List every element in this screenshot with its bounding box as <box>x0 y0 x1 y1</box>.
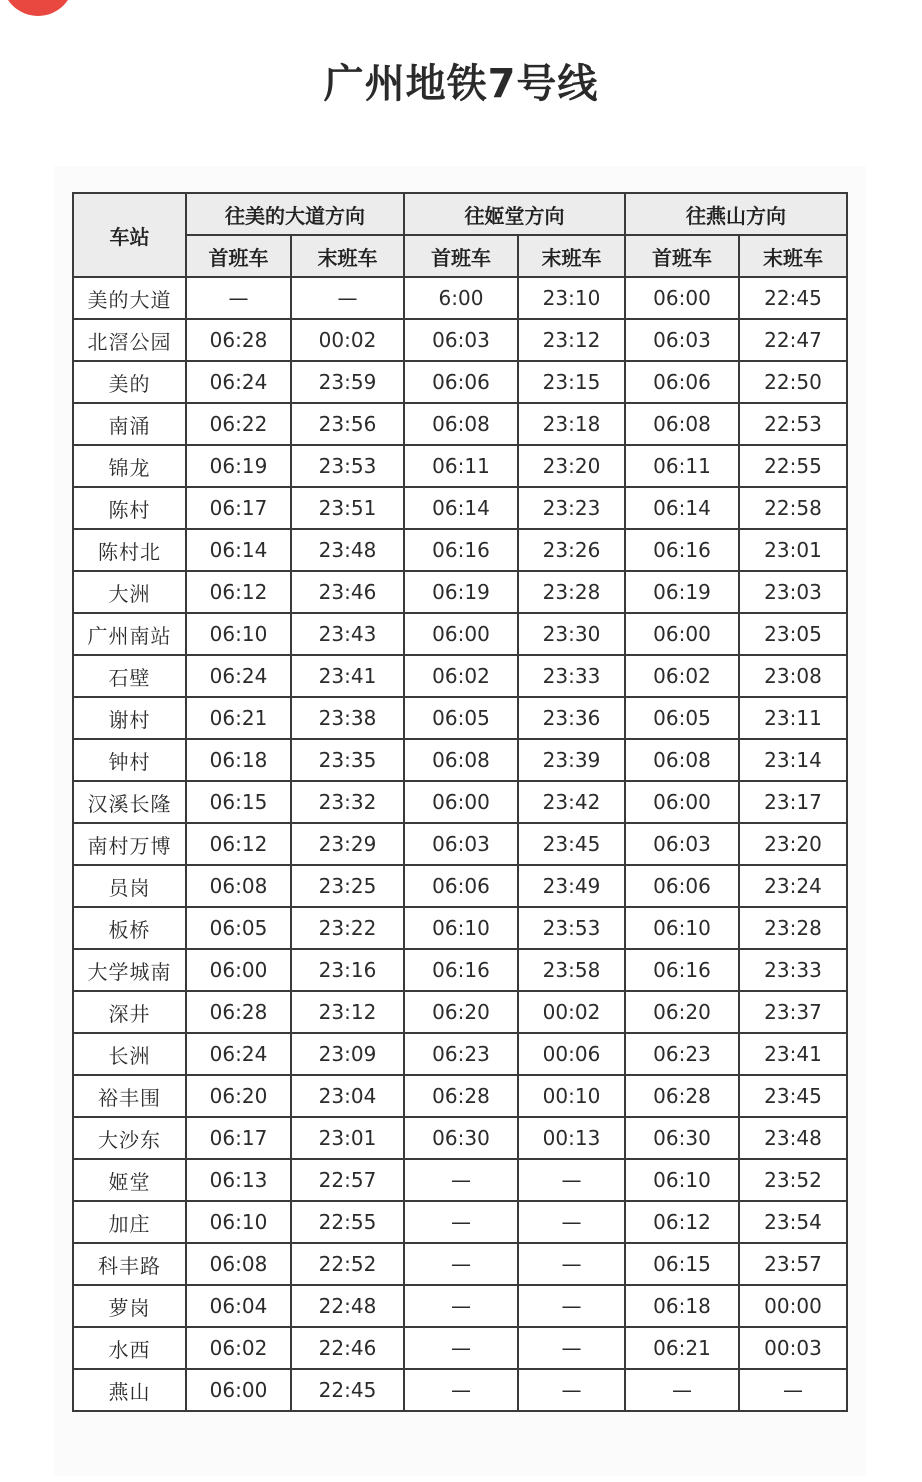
last-train-cell: 22:45 <box>291 1369 404 1411</box>
first-train-cell: 06:00 <box>404 613 518 655</box>
last-train-cell: 23:01 <box>291 1117 404 1159</box>
first-train-cell: — <box>404 1243 518 1285</box>
last-train-cell: 23:41 <box>739 1033 847 1075</box>
last-train-cell: — <box>291 277 404 319</box>
table-row <box>73 949 847 991</box>
last-train-cell: — <box>518 1201 625 1243</box>
first-train-cell: 06:03 <box>404 823 518 865</box>
table-row <box>73 697 847 739</box>
first-train-cell: 06:02 <box>404 655 518 697</box>
last-train-cell: — <box>518 1243 625 1285</box>
last-train-cell: 23:12 <box>291 991 404 1033</box>
last-train-cell: 23:20 <box>739 823 847 865</box>
first-train-cell: 06:11 <box>625 445 739 487</box>
last-train-cell: 23:10 <box>518 277 625 319</box>
table-row <box>73 361 847 403</box>
first-train-cell: 06:00 <box>625 613 739 655</box>
last-train-cell: 23:23 <box>518 487 625 529</box>
first-train-cell: 06:22 <box>186 403 291 445</box>
last-train-cell: 23:33 <box>518 655 625 697</box>
station-cell: 美的大道 <box>73 277 186 319</box>
table-row <box>73 1159 847 1201</box>
last-train-cell: 23:03 <box>739 571 847 613</box>
first-train-cell: 06:00 <box>404 781 518 823</box>
first-train-cell: 06:30 <box>625 1117 739 1159</box>
first-train-cell: 06:17 <box>186 1117 291 1159</box>
station-cell: 广州南站 <box>73 613 186 655</box>
table-row <box>73 991 847 1033</box>
first-train-cell: 06:08 <box>404 403 518 445</box>
last-train-cell: — <box>739 1369 847 1411</box>
last-train-cell: 22:47 <box>739 319 847 361</box>
first-train-header: 首班车 <box>186 235 291 277</box>
last-train-cell: 00:00 <box>739 1285 847 1327</box>
station-cell: 谢村 <box>73 697 186 739</box>
first-train-cell: 06:13 <box>186 1159 291 1201</box>
last-train-cell: 23:45 <box>518 823 625 865</box>
last-train-cell: 23:48 <box>739 1117 847 1159</box>
last-train-cell: 23:17 <box>739 781 847 823</box>
last-train-cell: 23:57 <box>739 1243 847 1285</box>
table-row <box>73 571 847 613</box>
last-train-cell: 23:56 <box>291 403 404 445</box>
station-cell: 钟村 <box>73 739 186 781</box>
last-train-cell: 23:20 <box>518 445 625 487</box>
last-train-cell: 00:02 <box>291 319 404 361</box>
last-train-cell: 23:38 <box>291 697 404 739</box>
first-train-cell: 06:16 <box>404 949 518 991</box>
first-train-cell: 06:06 <box>404 865 518 907</box>
station-cell: 陈村 <box>73 487 186 529</box>
last-train-cell: 00:02 <box>518 991 625 1033</box>
first-train-cell: 06:18 <box>625 1285 739 1327</box>
last-train-cell: 23:53 <box>291 445 404 487</box>
last-train-cell: 23:49 <box>518 865 625 907</box>
direction-header-meidi: 往美的大道方向 <box>186 193 404 235</box>
first-train-cell: — <box>404 1159 518 1201</box>
first-train-cell: 06:04 <box>186 1285 291 1327</box>
timetable <box>72 192 848 1412</box>
last-train-cell: 23:15 <box>518 361 625 403</box>
timetable-body <box>73 277 847 1411</box>
station-cell: 南村万博 <box>73 823 186 865</box>
last-train-cell: 23:12 <box>518 319 625 361</box>
station-cell: 长洲 <box>73 1033 186 1075</box>
first-train-cell: 06:21 <box>625 1327 739 1369</box>
first-train-cell: 06:02 <box>186 1327 291 1369</box>
station-cell: 大学城南 <box>73 949 186 991</box>
first-train-cell: 06:14 <box>404 487 518 529</box>
first-train-cell: 06:20 <box>625 991 739 1033</box>
first-train-cell: 06:28 <box>186 991 291 1033</box>
last-train-header: 末班车 <box>739 235 847 277</box>
first-train-cell: 06:03 <box>625 319 739 361</box>
first-train-cell: 06:10 <box>625 1159 739 1201</box>
table-row <box>73 1033 847 1075</box>
last-train-cell: 23:05 <box>739 613 847 655</box>
last-train-cell: 23:28 <box>739 907 847 949</box>
first-train-cell: 06:00 <box>186 1369 291 1411</box>
last-train-cell: 22:45 <box>739 277 847 319</box>
last-train-cell: 23:41 <box>291 655 404 697</box>
last-train-cell: — <box>518 1159 625 1201</box>
first-train-cell: 06:16 <box>404 529 518 571</box>
first-train-cell: 06:12 <box>186 571 291 613</box>
station-cell: 大沙东 <box>73 1117 186 1159</box>
first-train-cell: — <box>404 1369 518 1411</box>
first-train-cell: 06:28 <box>186 319 291 361</box>
last-train-cell: 22:55 <box>739 445 847 487</box>
station-cell: 陈村北 <box>73 529 186 571</box>
first-train-cell: 06:10 <box>186 613 291 655</box>
last-train-cell: 23:48 <box>291 529 404 571</box>
first-train-cell: — <box>404 1327 518 1369</box>
table-row <box>73 487 847 529</box>
last-train-cell: 00:06 <box>518 1033 625 1075</box>
first-train-cell: 06:30 <box>404 1117 518 1159</box>
table-row <box>73 1075 847 1117</box>
last-train-cell: 23:11 <box>739 697 847 739</box>
last-train-cell: 23:22 <box>291 907 404 949</box>
last-train-cell: 23:59 <box>291 361 404 403</box>
last-train-cell: 23:32 <box>291 781 404 823</box>
first-train-cell: 06:23 <box>625 1033 739 1075</box>
last-train-cell: 00:13 <box>518 1117 625 1159</box>
first-train-cell: 06:19 <box>186 445 291 487</box>
last-train-cell: 22:53 <box>739 403 847 445</box>
last-train-cell: 22:52 <box>291 1243 404 1285</box>
first-train-cell: 06:05 <box>186 907 291 949</box>
station-cell: 姬堂 <box>73 1159 186 1201</box>
last-train-cell: 22:48 <box>291 1285 404 1327</box>
last-train-cell: 23:37 <box>739 991 847 1033</box>
first-train-cell: 06:12 <box>625 1201 739 1243</box>
first-train-cell: 06:06 <box>625 361 739 403</box>
station-cell: 加庄 <box>73 1201 186 1243</box>
last-train-cell: 22:50 <box>739 361 847 403</box>
station-cell: 水西 <box>73 1327 186 1369</box>
station-cell: 北滘公园 <box>73 319 186 361</box>
first-train-cell: 06:06 <box>625 865 739 907</box>
table-row <box>73 907 847 949</box>
first-train-cell: 06:24 <box>186 655 291 697</box>
last-train-cell: 23:04 <box>291 1075 404 1117</box>
first-train-cell: — <box>625 1369 739 1411</box>
first-train-cell: 06:20 <box>186 1075 291 1117</box>
first-train-cell: 06:08 <box>186 865 291 907</box>
first-train-cell: 06:14 <box>625 487 739 529</box>
first-train-cell: 06:00 <box>625 277 739 319</box>
table-row <box>73 739 847 781</box>
last-train-header: 末班车 <box>291 235 404 277</box>
table-row <box>73 1117 847 1159</box>
table-row <box>73 277 847 319</box>
last-train-cell: 23:54 <box>739 1201 847 1243</box>
last-train-cell: 23:42 <box>518 781 625 823</box>
station-cell: 南涌 <box>73 403 186 445</box>
station-cell: 板桥 <box>73 907 186 949</box>
last-train-cell: 23:14 <box>739 739 847 781</box>
first-train-cell: 6:00 <box>404 277 518 319</box>
last-train-cell: 22:58 <box>739 487 847 529</box>
last-train-cell: 23:30 <box>518 613 625 655</box>
last-train-cell: 23:52 <box>739 1159 847 1201</box>
direction-header-jitang: 往姬堂方向 <box>404 193 625 235</box>
station-cell: 燕山 <box>73 1369 186 1411</box>
table-row <box>73 1369 847 1411</box>
last-train-cell: 23:16 <box>291 949 404 991</box>
first-train-cell: 06:08 <box>186 1243 291 1285</box>
last-train-cell: 23:58 <box>518 949 625 991</box>
table-row <box>73 1327 847 1369</box>
first-train-cell: 06:08 <box>625 739 739 781</box>
first-train-cell: 06:24 <box>186 361 291 403</box>
direction-header-yanshan: 往燕山方向 <box>625 193 847 235</box>
station-cell: 大洲 <box>73 571 186 613</box>
last-train-cell: — <box>518 1285 625 1327</box>
table-row <box>73 445 847 487</box>
station-cell: 科丰路 <box>73 1243 186 1285</box>
last-train-cell: 23:51 <box>291 487 404 529</box>
first-train-cell: 06:21 <box>186 697 291 739</box>
last-train-cell: 22:57 <box>291 1159 404 1201</box>
last-train-cell: 23:53 <box>518 907 625 949</box>
first-train-cell: 06:28 <box>625 1075 739 1117</box>
first-train-cell: 06:08 <box>625 403 739 445</box>
last-train-cell: 23:09 <box>291 1033 404 1075</box>
last-train-cell: 23:29 <box>291 823 404 865</box>
first-train-cell: 06:10 <box>625 907 739 949</box>
first-train-cell: — <box>186 277 291 319</box>
station-cell: 员岗 <box>73 865 186 907</box>
station-header: 车站 <box>73 193 186 277</box>
last-train-cell: — <box>518 1327 625 1369</box>
last-train-cell: 22:55 <box>291 1201 404 1243</box>
first-train-cell: — <box>404 1285 518 1327</box>
last-train-cell: 23:43 <box>291 613 404 655</box>
first-train-cell: 06:08 <box>404 739 518 781</box>
table-row <box>73 403 847 445</box>
table-row <box>73 529 847 571</box>
station-cell: 萝岗 <box>73 1285 186 1327</box>
first-train-cell: 06:20 <box>404 991 518 1033</box>
first-train-cell: 06:10 <box>404 907 518 949</box>
last-train-cell: 23:08 <box>739 655 847 697</box>
last-train-cell: 23:26 <box>518 529 625 571</box>
first-train-cell: 06:06 <box>404 361 518 403</box>
first-train-cell: 06:05 <box>625 697 739 739</box>
last-train-cell: 23:45 <box>739 1075 847 1117</box>
first-train-cell: 06:16 <box>625 529 739 571</box>
first-train-header: 首班车 <box>404 235 518 277</box>
last-train-cell: 23:24 <box>739 865 847 907</box>
table-row <box>73 823 847 865</box>
last-train-cell: 23:35 <box>291 739 404 781</box>
last-train-header: 末班车 <box>518 235 625 277</box>
table-row <box>73 1243 847 1285</box>
table-row <box>73 319 847 361</box>
table-row <box>73 655 847 697</box>
last-train-cell: 23:36 <box>518 697 625 739</box>
corner-badge <box>2 0 74 16</box>
station-cell: 美的 <box>73 361 186 403</box>
first-train-cell: 06:23 <box>404 1033 518 1075</box>
first-train-cell: 06:19 <box>625 571 739 613</box>
station-cell: 裕丰围 <box>73 1075 186 1117</box>
table-row <box>73 1285 847 1327</box>
last-train-cell: 00:03 <box>739 1327 847 1369</box>
last-train-cell: — <box>518 1369 625 1411</box>
first-train-cell: 06:12 <box>186 823 291 865</box>
first-train-cell: 06:03 <box>404 319 518 361</box>
first-train-cell: 06:28 <box>404 1075 518 1117</box>
station-cell: 汉溪长隆 <box>73 781 186 823</box>
first-train-cell: 06:03 <box>625 823 739 865</box>
table-row <box>73 865 847 907</box>
last-train-cell: 22:46 <box>291 1327 404 1369</box>
last-train-cell: 23:39 <box>518 739 625 781</box>
page-title: 广州地铁7号线 <box>323 61 599 107</box>
first-train-cell: 06:17 <box>186 487 291 529</box>
first-train-cell: 06:05 <box>404 697 518 739</box>
table-row <box>73 781 847 823</box>
last-train-cell: 23:25 <box>291 865 404 907</box>
last-train-cell: 23:33 <box>739 949 847 991</box>
first-train-cell: 06:15 <box>186 781 291 823</box>
first-train-cell: 06:16 <box>625 949 739 991</box>
first-train-cell: 06:15 <box>625 1243 739 1285</box>
last-train-cell: 23:18 <box>518 403 625 445</box>
station-cell: 深井 <box>73 991 186 1033</box>
table-row <box>73 1201 847 1243</box>
first-train-cell: 06:00 <box>186 949 291 991</box>
station-cell: 锦龙 <box>73 445 186 487</box>
first-train-cell: 06:14 <box>186 529 291 571</box>
last-train-cell: 00:10 <box>518 1075 625 1117</box>
first-train-cell: 06:00 <box>625 781 739 823</box>
first-train-cell: 06:19 <box>404 571 518 613</box>
first-train-cell: 06:02 <box>625 655 739 697</box>
first-train-cell: — <box>404 1201 518 1243</box>
last-train-cell: 23:01 <box>739 529 847 571</box>
first-train-cell: 06:18 <box>186 739 291 781</box>
first-train-cell: 06:10 <box>186 1201 291 1243</box>
first-train-header: 首班车 <box>625 235 739 277</box>
last-train-cell: 23:46 <box>291 571 404 613</box>
first-train-cell: 06:24 <box>186 1033 291 1075</box>
first-train-cell: 06:11 <box>404 445 518 487</box>
station-cell: 石壁 <box>73 655 186 697</box>
last-train-cell: 23:28 <box>518 571 625 613</box>
table-row <box>73 613 847 655</box>
